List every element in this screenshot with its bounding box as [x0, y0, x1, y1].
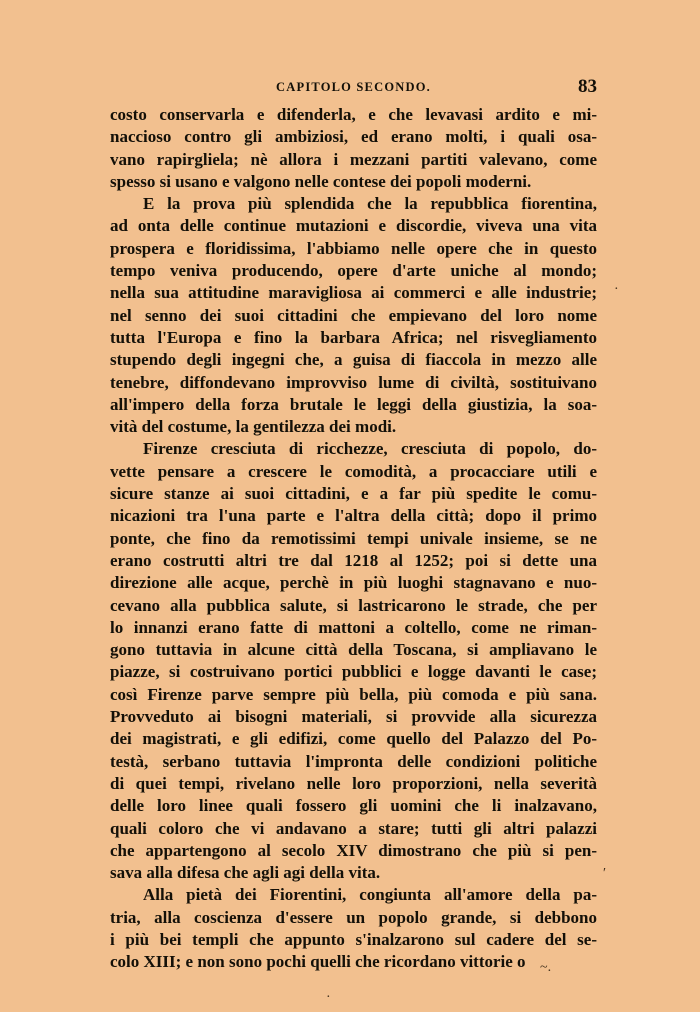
margin-speck-mark: · [614, 282, 619, 297]
text-line: tutta l'Europa e fino la barbara Africa; nel risvegliamento [110, 327, 597, 347]
text-line: erano costrutti altri tre dal 1218 al 1252; poi si dette una [110, 550, 597, 570]
page-number: 83 [578, 76, 597, 97]
text-line: nel senno dei suoi cittadini che empievano del loro nome [110, 305, 597, 325]
text-line: all'impero della forza brutale le leggi della giustizia, la soa- [110, 394, 597, 414]
paragraph [110, 438, 597, 884]
text-line: i più bei templi che appunto s'inalzarono sul cadere del se- [110, 929, 597, 949]
text-line: così Firenze parve sempre più bella, più comoda e più sana. [110, 684, 597, 704]
text-line: vette pensare a crescere le comodità, a procacciare utili e [110, 461, 597, 481]
text-line: testà, serbano tuttavia l'impronta delle condizioni politiche [110, 751, 597, 771]
text-line: quali coloro che vi andavano a stare; tutti gli altri palazzi [110, 818, 597, 838]
text-line: spesso si usano e valgono nelle contese dei popoli moderni. [110, 171, 532, 191]
paragraph [110, 884, 597, 973]
running-head: CAPITOLO SECONDO. [276, 80, 431, 94]
text-line: Firenze cresciuta di ricchezze, cresciuta di popolo, do- [143, 439, 597, 459]
text-line: ponte, che fino da remotissimi tempi univale insieme, se ne [110, 528, 597, 548]
text-line: sava alla difesa che agli agi della vita. [110, 863, 381, 883]
bottom-speck-mark: · [326, 990, 331, 1005]
text-line: direzione alle acque, perchè in più luoghi stagnavano e nuo- [110, 573, 597, 593]
text-line: naccioso contro gli ambiziosi, ed erano molti, i quali osa- [110, 127, 597, 147]
text-line: vano rapirgliela; nè allora i mezzani partiti valevano, come [110, 149, 597, 169]
text-line: costo conservarla e difenderla, e che levavasi ardito e mi- [110, 105, 597, 124]
text-line: gono tuttavia in alcune città della Toscana, si ampliavano le [110, 640, 597, 660]
text-line: dei magistrati, e gli edifizi, come quello del Palazzo del Po- [110, 729, 597, 749]
text-line: sicure stanze ai suoi cittadini, e a far più spedite le comu- [110, 484, 597, 504]
text-line: stupendo degli ingegni che, a guisa di fiaccola in mezzo alle [110, 350, 597, 370]
text-line: che appartengono al secolo XIV dimostrano che più si pen- [110, 840, 597, 860]
text-line: tria, alla coscienza d'essere un popolo grande, si debbono [110, 907, 597, 927]
text-line: delle loro linee quali fossero gli uomini che li inalzavano, [110, 796, 597, 816]
margin-tick-mark: ′ [603, 866, 607, 881]
text-line: tempo veniva producendo, opere d'arte uniche al mondo; [110, 261, 597, 281]
text-line: piazze, si costruivano portici pubblici e logge davanti le case; [110, 662, 597, 682]
text-line: nicazioni tra l'una parte e l'altra della città; dopo il primo [110, 506, 597, 526]
text-line: nella sua attitudine maravigliosa ai commerci e alle industrie; [110, 283, 597, 303]
text-line: vità del costume, la gentilezza dei modi. [110, 417, 397, 437]
paragraph [110, 104, 597, 193]
paragraph [110, 193, 597, 438]
trailing-dash-mark: ~. [540, 960, 552, 975]
text-line: E la prova più splendida che la repubblica fiorentina, [143, 194, 597, 214]
text-line: Provveduto ai bisogni materiali, si provvide alla sicurezza [110, 707, 597, 727]
text-line: cevano alla pubblica salute, si lastricarono le strade, che per [110, 595, 597, 615]
body-text [110, 104, 597, 974]
text-line: Alla pietà dei Fiorentini, congiunta all'amore della pa- [143, 885, 597, 905]
text-line: tenebre, diffondevano improvviso lume di civiltà, sostituivano [110, 372, 597, 392]
text-line: prospera e floridissima, l'abbiamo nelle opere che in questo [110, 238, 597, 258]
page-header [110, 76, 597, 102]
text-line: di quei tempi, rivelano nelle loro proporzioni, nella severità [110, 773, 597, 793]
text-line: lo innanzi erano fatte di mattoni a coltello, come ne riman- [110, 617, 597, 637]
text-line: ad onta delle continue mutazioni e discordie, viveva una vita [110, 216, 597, 236]
text-line: colo XIII; e non sono pochi quelli che ricordano vittorie o [110, 952, 526, 972]
